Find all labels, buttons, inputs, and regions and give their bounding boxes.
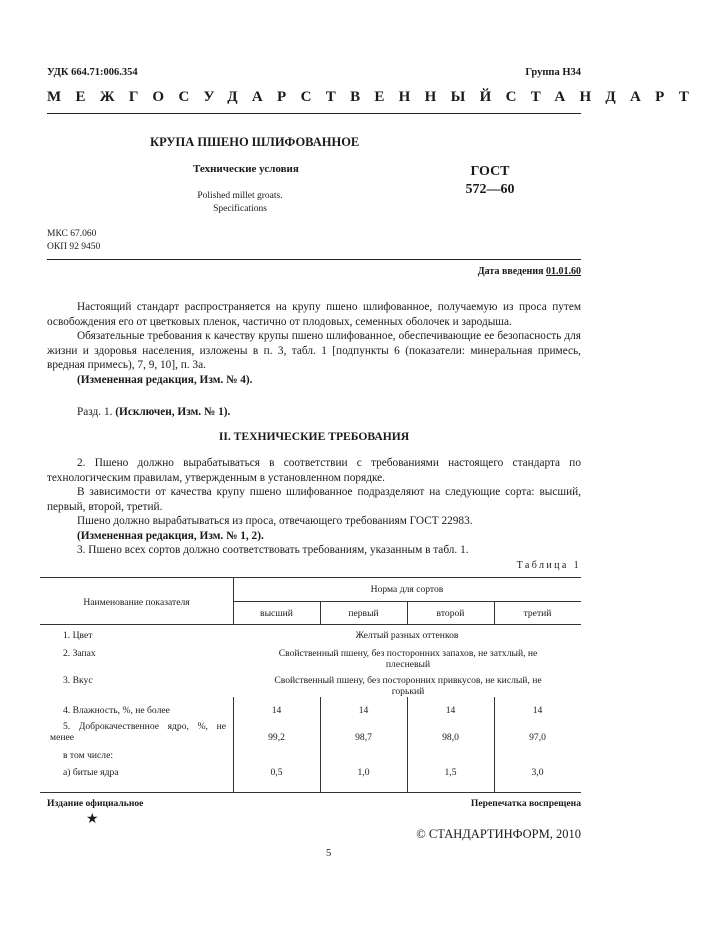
table-row-merged-value: Свойственный пшену, без посторонних запахов, не затхлый, не плесневый	[278, 648, 538, 670]
table-cell-value: 0,5	[270, 767, 283, 778]
table-cell-value: 1,0	[357, 767, 370, 778]
group-code: Группа Н34	[525, 67, 581, 78]
table-cell-value: 98,0	[442, 732, 459, 743]
copyright: © СТАНДАРТИНФОРМ, 2010	[416, 827, 581, 841]
star-icon: ★	[86, 812, 99, 827]
table-top-border	[40, 577, 581, 578]
paragraph-2: 2. Пшено должно вырабатываться в соответствии с требованиями настоящего стандарта по технологическим правилам, утвержденным в установленном порядке.	[47, 457, 581, 484]
section-1-note	[77, 406, 230, 418]
english-title-line2: Specifications	[213, 204, 267, 214]
table-header-grade: второй	[436, 608, 465, 619]
table-row-name: 4. Влажность, %, не более	[63, 705, 170, 716]
reprint-prohibited: Перепечатка воспрещена	[470, 798, 581, 809]
introduction-date	[478, 266, 581, 277]
banner-word-standard: СТАНДАРТ	[505, 89, 703, 105]
udk-code: УДК 664.71:006.354	[47, 67, 138, 78]
section-1-excluded: (Исключен, Изм. № 1).	[115, 406, 231, 418]
table-cell-value: 14	[271, 705, 282, 716]
document-subtitle: Технические условия	[193, 163, 299, 175]
table-row-name: в том числе:	[63, 750, 114, 761]
table-row-name: 5. Доброкачественное ядро, %, не менее	[50, 721, 226, 743]
paragraph-mandatory-requirements: Обязательные требования к качеству крупы пшено шлифованное, обеспечивающие ее безопасность для жизни и здоровья населения, изложены в п. 3, табл. 1 [подпункты 6 (показатели: минеральная примесь, вредная примесь), 7, 9, 10], п. 3а.	[47, 330, 581, 371]
amendment-note-1-2: (Измененная редакция, Изм. № 1, 2).	[77, 529, 264, 542]
banner-word-interstate: МЕЖГОСУДАРСТВЕННЫЙ	[47, 89, 506, 105]
table-cell-value: 14	[532, 705, 543, 716]
table-row-merged-value: Свойственный пшену, без посторонних привкусов, не кислый, не горький	[274, 675, 542, 697]
title-rule	[47, 259, 581, 260]
section-title: II. ТЕХНИЧЕСКИЕ ТРЕБОВАНИЯ	[218, 430, 410, 443]
table-row-name: 2. Запах	[63, 648, 96, 659]
official-edition: Издание официальное	[47, 798, 144, 809]
table-cell-value: 14	[358, 705, 369, 716]
header-rule	[47, 113, 581, 114]
paragraph-millet-source: Пшено должно вырабатываться из проса, отвечающего требованиям ГОСТ 22983.	[77, 515, 473, 527]
table-row-name: 1. Цвет	[63, 630, 93, 641]
gost-label: ГОСТ	[470, 164, 510, 179]
gost-number: 572—60	[465, 182, 515, 197]
table-header-indicator: Наименование показателя	[83, 597, 190, 608]
okp-code: ОКП 92 9450	[47, 242, 101, 252]
section-1-prefix: Разд. 1.	[77, 406, 113, 418]
body-text-requirements	[47, 456, 581, 558]
table-header-bottom	[40, 624, 581, 625]
paragraph-grades: В зависимости от качества крупу пшено шлифованное подразделяют на следующие сорта: высший, первый, второй, третий.	[47, 486, 581, 513]
table-row-merged-value: Желтый разных оттенков	[355, 630, 459, 641]
paragraph-3: 3. Пшено всех сортов должно соответствовать требованиям, указанным в табл. 1.	[77, 544, 469, 556]
table-header-grade: первый	[348, 608, 379, 619]
table-caption: Таблица 1	[516, 560, 581, 571]
page-number: 5	[326, 848, 332, 859]
table-row-name: 3. Вкус	[63, 675, 93, 686]
table-cell-value: 1,5	[444, 767, 457, 778]
english-title-line1: Polished millet groats.	[197, 191, 283, 201]
document-title: КРУПА ПШЕНО ШЛИФОВАННОЕ	[150, 135, 360, 149]
mks-code: МКС 67.060	[47, 229, 97, 239]
table-header-grade: высший	[260, 608, 293, 619]
table-cell-value: 3,0	[531, 767, 544, 778]
table-row-name: а) битые ядра	[63, 767, 119, 778]
paragraph-scope: Настоящий стандарт распространяется на крупу пшено шлифованное, получаемую из проса путем освобождения его от цветковых пленок, частично от плодовых, семенных оболочек и зародыша.	[47, 301, 581, 328]
table-header-grade: третий	[523, 608, 552, 619]
table-cell-value: 98,7	[355, 732, 372, 743]
introduction-date-value: 01.01.60	[546, 266, 581, 277]
table-cell-value: 14	[445, 705, 456, 716]
table-bottom-border	[40, 792, 581, 793]
table-header-norm: Норма для сортов	[370, 584, 444, 595]
body-text-top	[47, 300, 581, 387]
table-cell-value: 99,2	[268, 732, 285, 743]
introduction-date-label: Дата введения	[477, 266, 544, 277]
standard-banner	[47, 89, 703, 106]
amendment-note-4: (Измененная редакция, Изм. № 4).	[77, 373, 253, 386]
table-cell-value: 97,0	[529, 732, 546, 743]
